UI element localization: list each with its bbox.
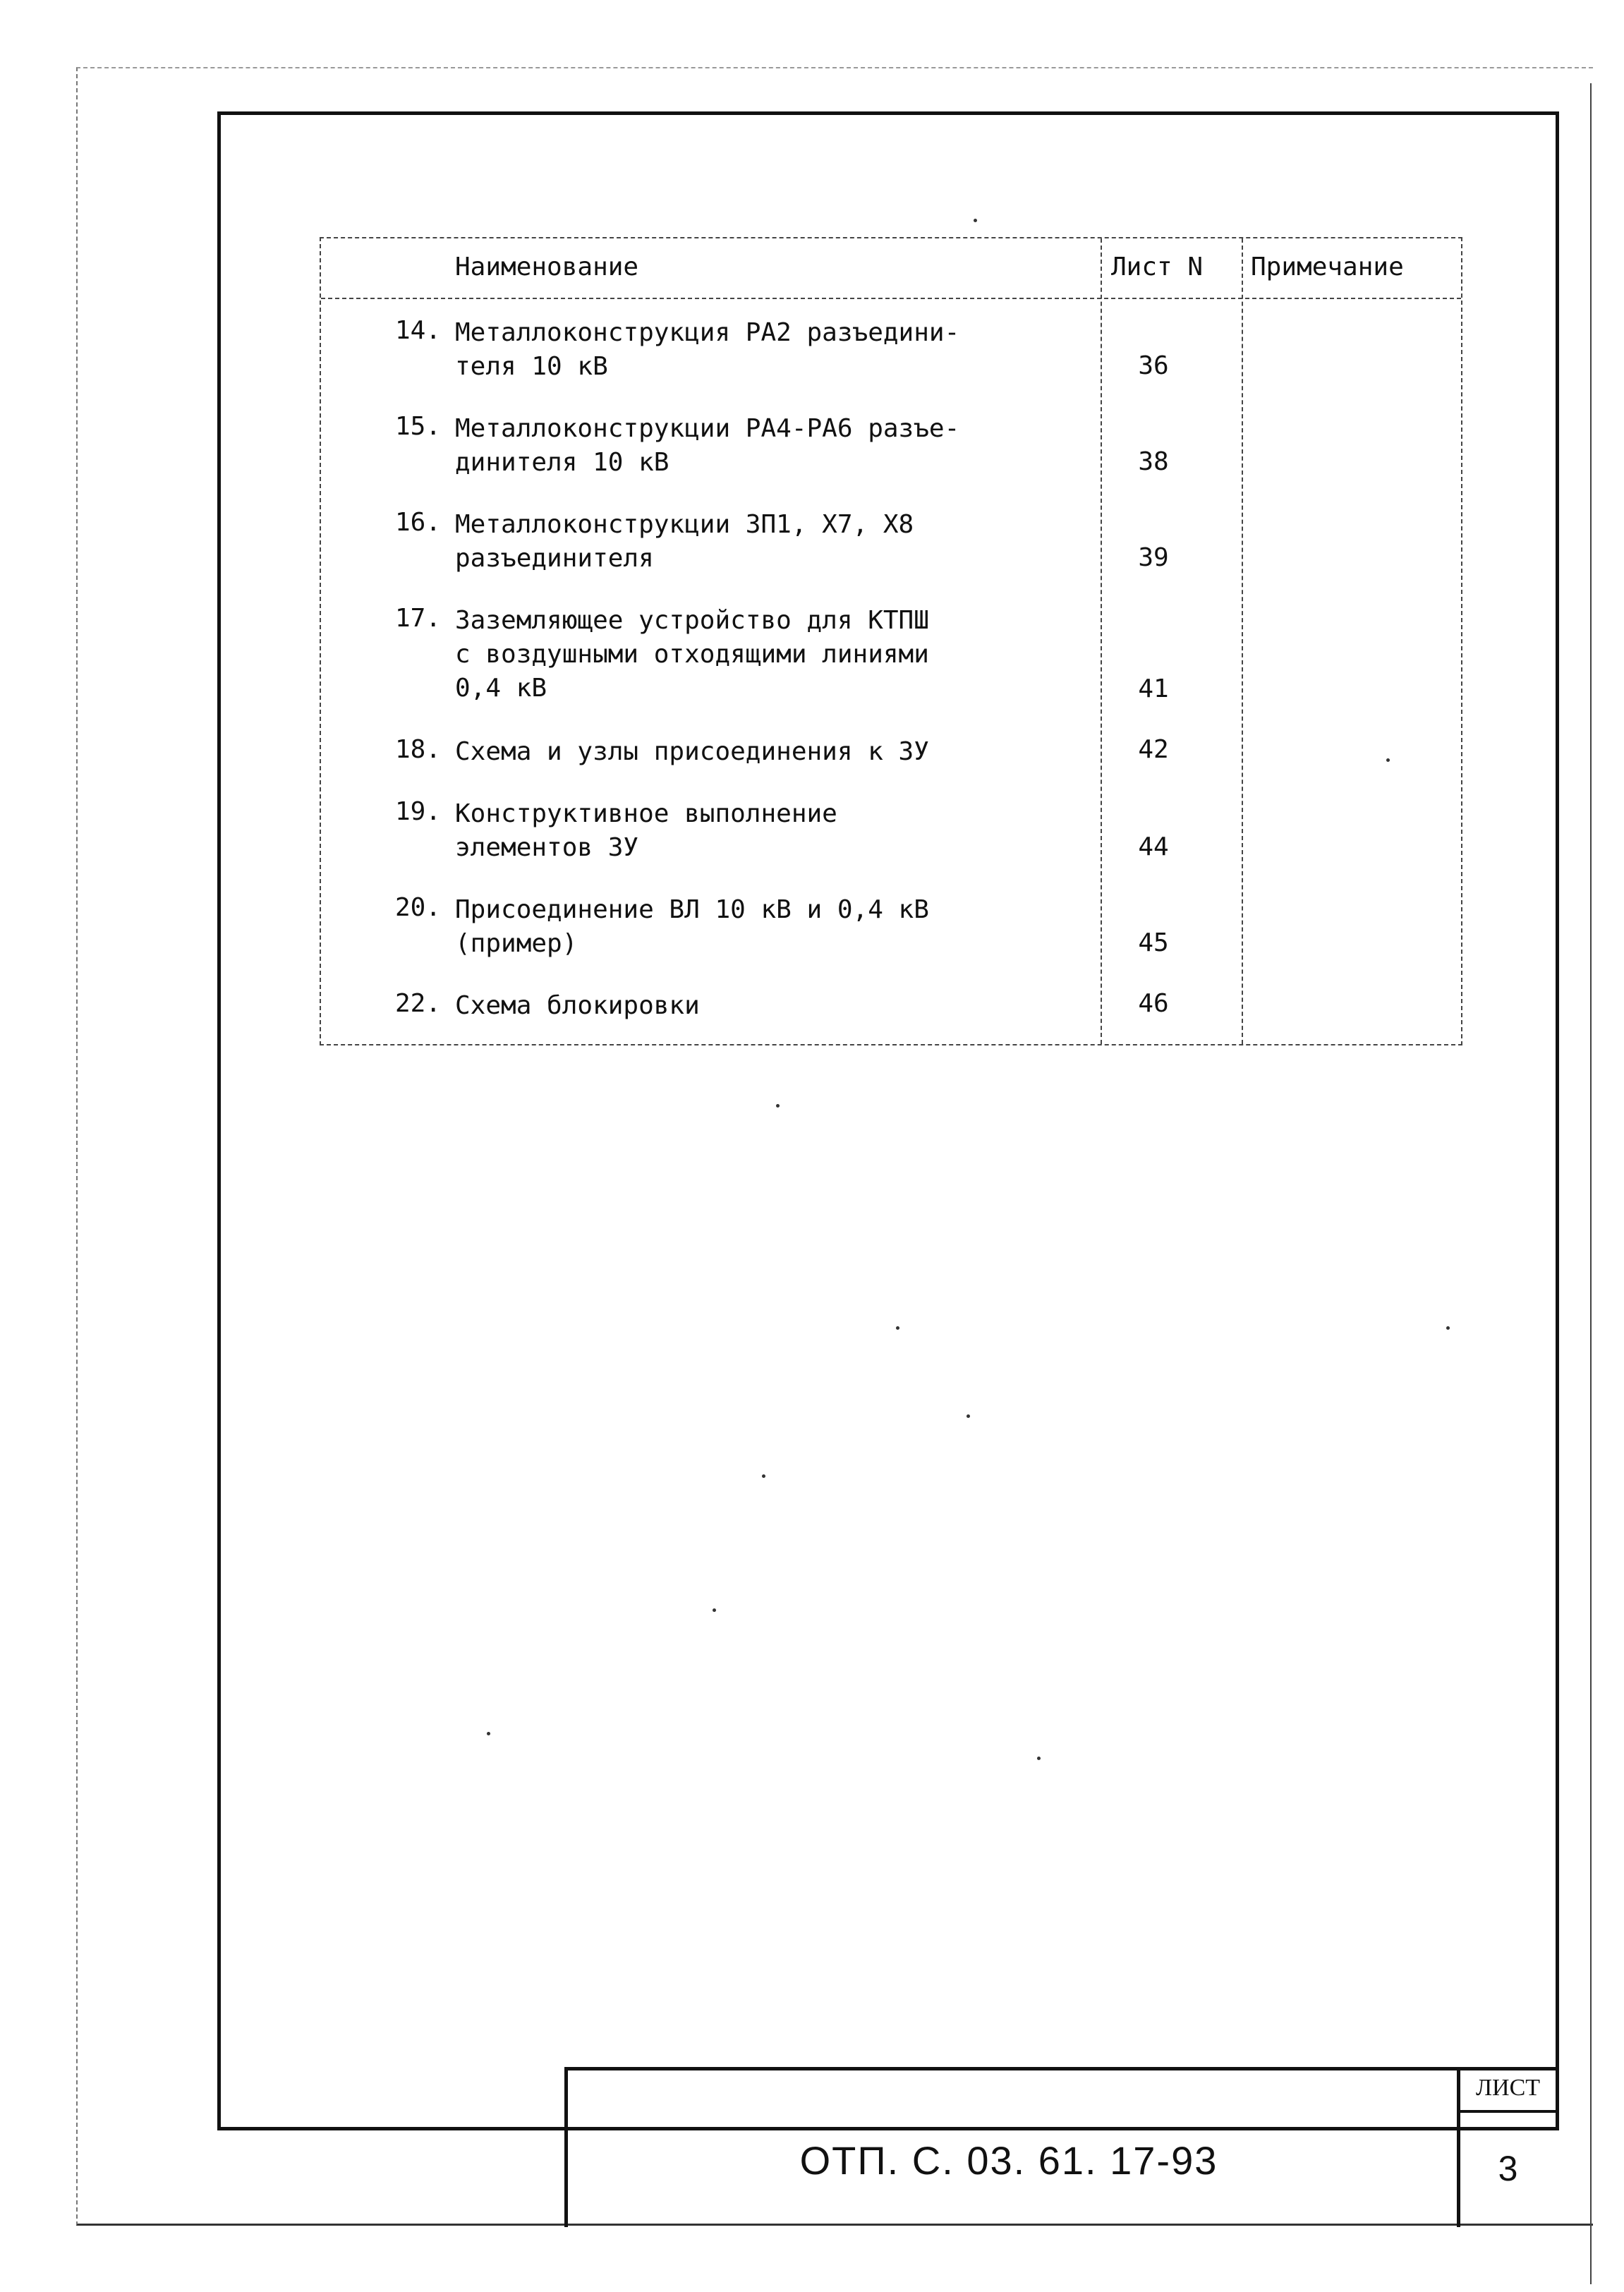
header-name: Наименование [455,253,639,281]
header-divider [321,298,1461,299]
scan-speck [974,219,977,222]
outer-frame-right-edge [1590,83,1592,2284]
header-note: Примечание [1251,253,1404,281]
row-number: 17. [394,604,441,633]
contents-table [320,237,1462,1045]
row-sheet-number: 44 [1138,832,1169,861]
row-title: Металлоконструкция РА2 разъедини- теля 10 кВ [455,318,960,381]
sheet-box [1457,2070,1556,2227]
scan-speck [1446,1326,1450,1330]
row-title: Схема и узлы присоединения к ЗУ [455,737,929,766]
row-sheet-number: 45 [1138,928,1169,957]
row-sheet-number: 41 [1138,674,1169,703]
row-title: Заземляющее устройство для КТПШ с воздушными отходящими линиями 0,4 кВ [455,606,929,703]
row-number: 18. [394,735,441,764]
row-title: Присоединение ВЛ 10 кВ и 0,4 кВ (пример) [455,895,929,958]
row-sheet-number: 39 [1138,543,1169,572]
document-code: ОТП. С. 03. 61. 17-93 [799,2138,1218,2183]
sheet-box-divider [1460,2110,1556,2113]
row-title: Металлоконструкции РА4-РА6 разъе- динителя 10 кВ [455,414,960,477]
sheet-number: 3 [1498,2149,1518,2188]
row-number: 19. [394,797,441,826]
row-title: Конструктивное выполнение элементов ЗУ [455,799,837,862]
scan-speck [776,1104,780,1108]
row-sheet-number: 36 [1138,351,1169,380]
scan-speck [896,1326,899,1330]
scan-speck [1037,1757,1041,1760]
row-number: 16. [394,508,441,537]
row-title: Схема блокировки [455,991,700,1020]
sheet-label: ЛИСТ [1475,2075,1541,2101]
header-sheet-number: Лист N [1111,253,1204,281]
scan-speck [966,1414,970,1418]
row-number: 15. [394,412,441,441]
row-title: Металлоконструкции ЗП1, Х7, Х8 разъединителя [455,510,914,573]
column-divider-note [1242,238,1243,1044]
row-sheet-number: 46 [1138,989,1169,1018]
scan-speck [713,1608,716,1612]
row-sheet-number: 42 [1138,735,1169,764]
row-sheet-number: 38 [1138,447,1169,476]
row-number: 22. [394,989,441,1018]
scan-speck [487,1732,490,1735]
row-number: 14. [394,316,441,345]
row-number: 20. [394,893,441,922]
scan-speck [762,1474,765,1478]
title-block [564,2067,1556,2227]
scan-speck [1386,758,1390,762]
